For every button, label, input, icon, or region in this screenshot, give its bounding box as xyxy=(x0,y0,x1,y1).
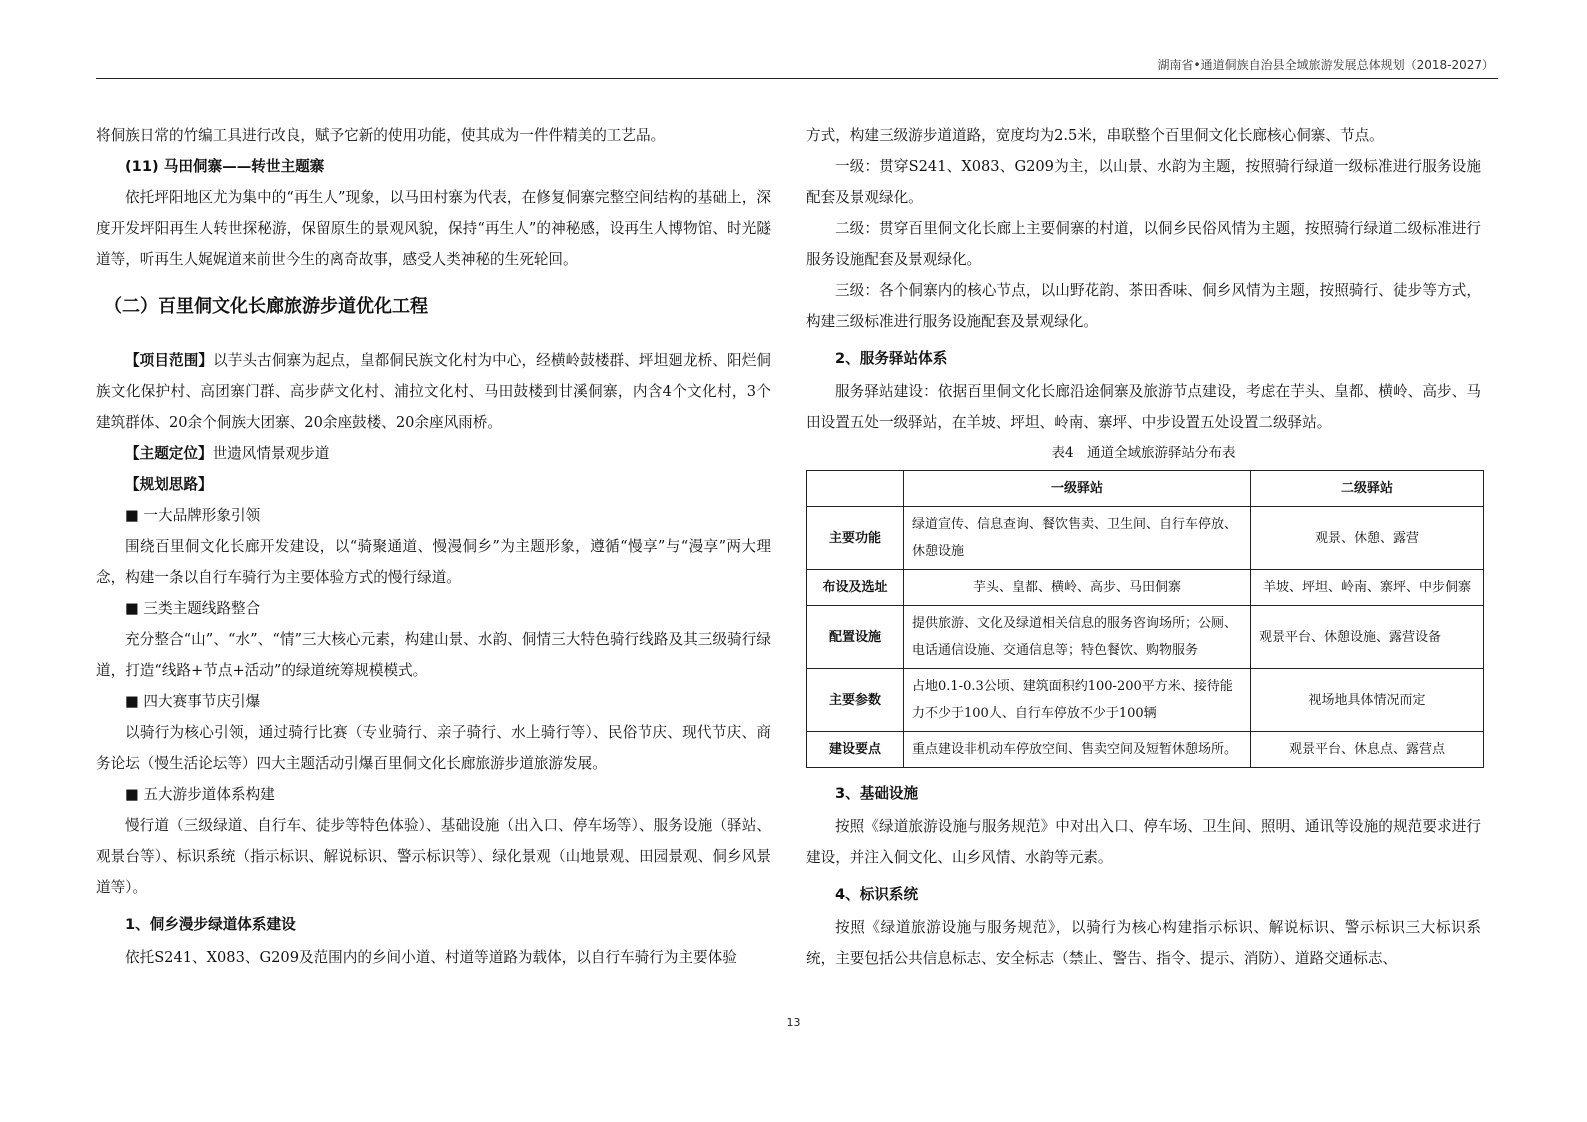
table-cell: 观景平台、休憩设施、露营设备 xyxy=(1251,606,1484,669)
table-row xyxy=(807,606,1484,669)
table-row xyxy=(807,507,1484,570)
table-row xyxy=(807,732,1484,768)
paragraph: 充分整合“山”、“水”、“情”三大核心元素，构建山景、水韵、侗情三大特色骑行线路及其三级骑行绿道，打造“线路+节点+活动”的绿道统筹规模模式。 xyxy=(96,631,771,679)
paragraph: 慢行道（三级绿道、自行车、徒步等特色体验）、基础设施（出入口、停车场等）、服务设施（驿站、观景台等）、标识系统（指示标识、解说标识、警示标识等）、绿化景观（山地景观、田园景观、侗乡风景道等）。 xyxy=(96,817,771,896)
table-cell: 观景、休憩、露营 xyxy=(1251,507,1484,570)
row-header: 布设及选址 xyxy=(807,570,904,606)
right-column xyxy=(806,120,1481,974)
table-header-cell xyxy=(807,471,904,507)
scope-text: 以芋头古侗寨为起点，皇都侗民族文化村为中心，经横岭鼓楼群、坪坦廻龙桥、阳烂侗族文化保护村、高团寨门群、高步萨文化村、浦拉文化村、马田鼓楼到甘溪侗寨，内含4个文化村，3个建筑群体、20余个侗族大团寨、20余座鼓楼、20余座风雨桥。 xyxy=(96,352,771,431)
table-cell: 提供旅游、文化及绿道相关信息的服务咨询场所；公厕、电话通信设施、交通信息等；特色餐饮、购物服务 xyxy=(904,606,1251,669)
row-header: 主要功能 xyxy=(807,507,904,570)
paragraph: 按照《绿道旅游设施与服务规范》中对出入口、停车场、卫生间、照明、通讯等设施的规范要求进行建设，并注入侗文化、山乡风情、水韵等元素。 xyxy=(806,818,1481,866)
bullet-item: ■ 四大赛事节庆引爆 xyxy=(125,693,261,710)
paragraph-scope xyxy=(96,345,771,438)
table-row xyxy=(807,669,1484,732)
subsection-heading: 2、服务驿站体系 xyxy=(835,350,948,367)
paragraph: 依托坪阳地区尤为集中的“再生人”现象，以马田村寨为代表，在修复侗寨完整空间结构的基础上，深度开发坪阳再生人转世探秘游，保留原生的景观风貌，保持“再生人”的神秘感，设再生人博物馆、时光隧道等，听再生人娓娓道来前世今生的离奇故事，感受人类神秘的生死轮回。 xyxy=(96,189,771,268)
table-header-cell: 一级驿站 xyxy=(904,471,1251,507)
row-header: 建设要点 xyxy=(807,732,904,768)
page-number: 13 xyxy=(786,1016,801,1029)
table-cell: 芋头、皇都、横岭、高步、马田侗寨 xyxy=(904,570,1251,606)
table-cell: 重点建设非机动车停放空间、售卖空间及短暂休憩场所。 xyxy=(904,732,1251,768)
paragraph-theme xyxy=(96,438,771,469)
row-header: 配置设施 xyxy=(807,606,904,669)
table-cell: 视场地具体情况而定 xyxy=(1251,669,1484,732)
paragraph: 依托S241、X083、G209及范围内的乡间小道、村道等道路为载体，以自行车骑行为主要体验 xyxy=(125,949,737,966)
label-plan: 【规划思路】 xyxy=(125,476,213,493)
left-column xyxy=(96,120,771,973)
paragraph: 方式，构建三级游步道道路，宽度均为2.5米，串联整个百里侗文化长廊核心侗寨、节点。 xyxy=(806,127,1384,144)
bullet-item: ■ 三类主题线路整合 xyxy=(125,600,261,617)
section-heading: （二）百里侗文化长廊旅游步道优化工程 xyxy=(104,296,428,317)
paragraph: 围绕百里侗文化长廊开发建设，以“骑聚通道、慢漫侗乡”为主题形象，遵循“慢享”与“漫享”两大理念，构建一条以自行车骑行为主要体验方式的慢行绿道。 xyxy=(96,538,771,586)
bullet-item: ■ 五大游步道体系构建 xyxy=(125,786,275,803)
theme-text: 世遗风情景观步道 xyxy=(212,445,330,462)
bullet-item: ■ 一大品牌形象引领 xyxy=(125,507,261,524)
paragraph: 按照《绿道旅游设施与服务规范》，以骑行为核心构建指示标识、解说标识、警示标识三大标识系统，主要包括公共信息标志、安全标志（禁止、警告、指令、提示、消防）、道路交通标志、 xyxy=(806,919,1481,967)
table-header-row xyxy=(807,471,1484,507)
paragraph: 一级：贯穿S241、X083、G209为主，以山景、水韵为主题，按照骑行绿道一级标准进行服务设施配套及景观绿化。 xyxy=(806,158,1481,206)
table-cell: 绿道宣传、信息查询、餐饮售卖、卫生间、自行车停放、休憩设施 xyxy=(904,507,1251,570)
table-cell: 占地0.1-0.3公顷、建筑面积约100-200平方米、接待能力不少于100人、自行车停放不少于100辆 xyxy=(904,669,1251,732)
paragraph: 二级：贯穿百里侗文化长廊上主要侗寨的村道，以侗乡民俗风情为主题，按照骑行绿道二级标准进行服务设施配套及景观绿化。 xyxy=(806,220,1481,268)
table-header-cell: 二级驿站 xyxy=(1251,471,1484,507)
subsection-heading: 4、标识系统 xyxy=(835,886,919,903)
subsection-heading: 3、基础设施 xyxy=(835,785,919,802)
paragraph: 服务驿站建设：依据百里侗文化长廊沿途侗寨及旅游节点建设，考虑在芋头、皇都、横岭、高步、马田设置五处一级驿站，在羊坡、坪坦、岭南、寨坪、中步设置五处设置二级驿站。 xyxy=(806,383,1481,431)
paragraph: 将侗族日常的竹编工具进行改良，赋予它新的使用功能，使其成为一件件精美的工艺品。 xyxy=(96,127,666,144)
station-table xyxy=(806,470,1484,768)
label-theme: 【主题定位】 xyxy=(125,445,213,462)
subheading: (11) 马田侗寨——转世主题寨 xyxy=(125,158,325,175)
table-row xyxy=(807,570,1484,606)
paragraph: 以骑行为核心引领，通过骑行比赛（专业骑行、亲子骑行、水上骑行等）、民俗节庆、现代节庆、商务论坛（慢生活论坛等）四大主题活动引爆百里侗文化长廊旅游步道旅游发展。 xyxy=(96,724,771,772)
header-rule xyxy=(96,78,1498,79)
row-header: 主要参数 xyxy=(807,669,904,732)
table-cell: 羊坡、坪坦、岭南、寨坪、中步侗寨 xyxy=(1251,570,1484,606)
table-caption: 表4 通道全域旅游驿站分布表 xyxy=(1051,445,1236,461)
table-cell: 观景平台、休息点、露营点 xyxy=(1251,732,1484,768)
running-header: 湖南省•通道侗族自治县全域旅游发展总体规划（2018-2027） xyxy=(1157,58,1494,72)
paragraph-plan xyxy=(96,469,771,500)
label-scope: 【项目范围】 xyxy=(125,352,214,369)
subsection-heading: 1、侗乡漫步绿道体系建设 xyxy=(125,916,296,933)
paragraph: 三级：各个侗寨内的核心节点，以山野花韵、茶田香味、侗乡风情为主题，按照骑行、徒步等方式，构建三级标准进行服务设施配套及景观绿化。 xyxy=(806,282,1481,330)
